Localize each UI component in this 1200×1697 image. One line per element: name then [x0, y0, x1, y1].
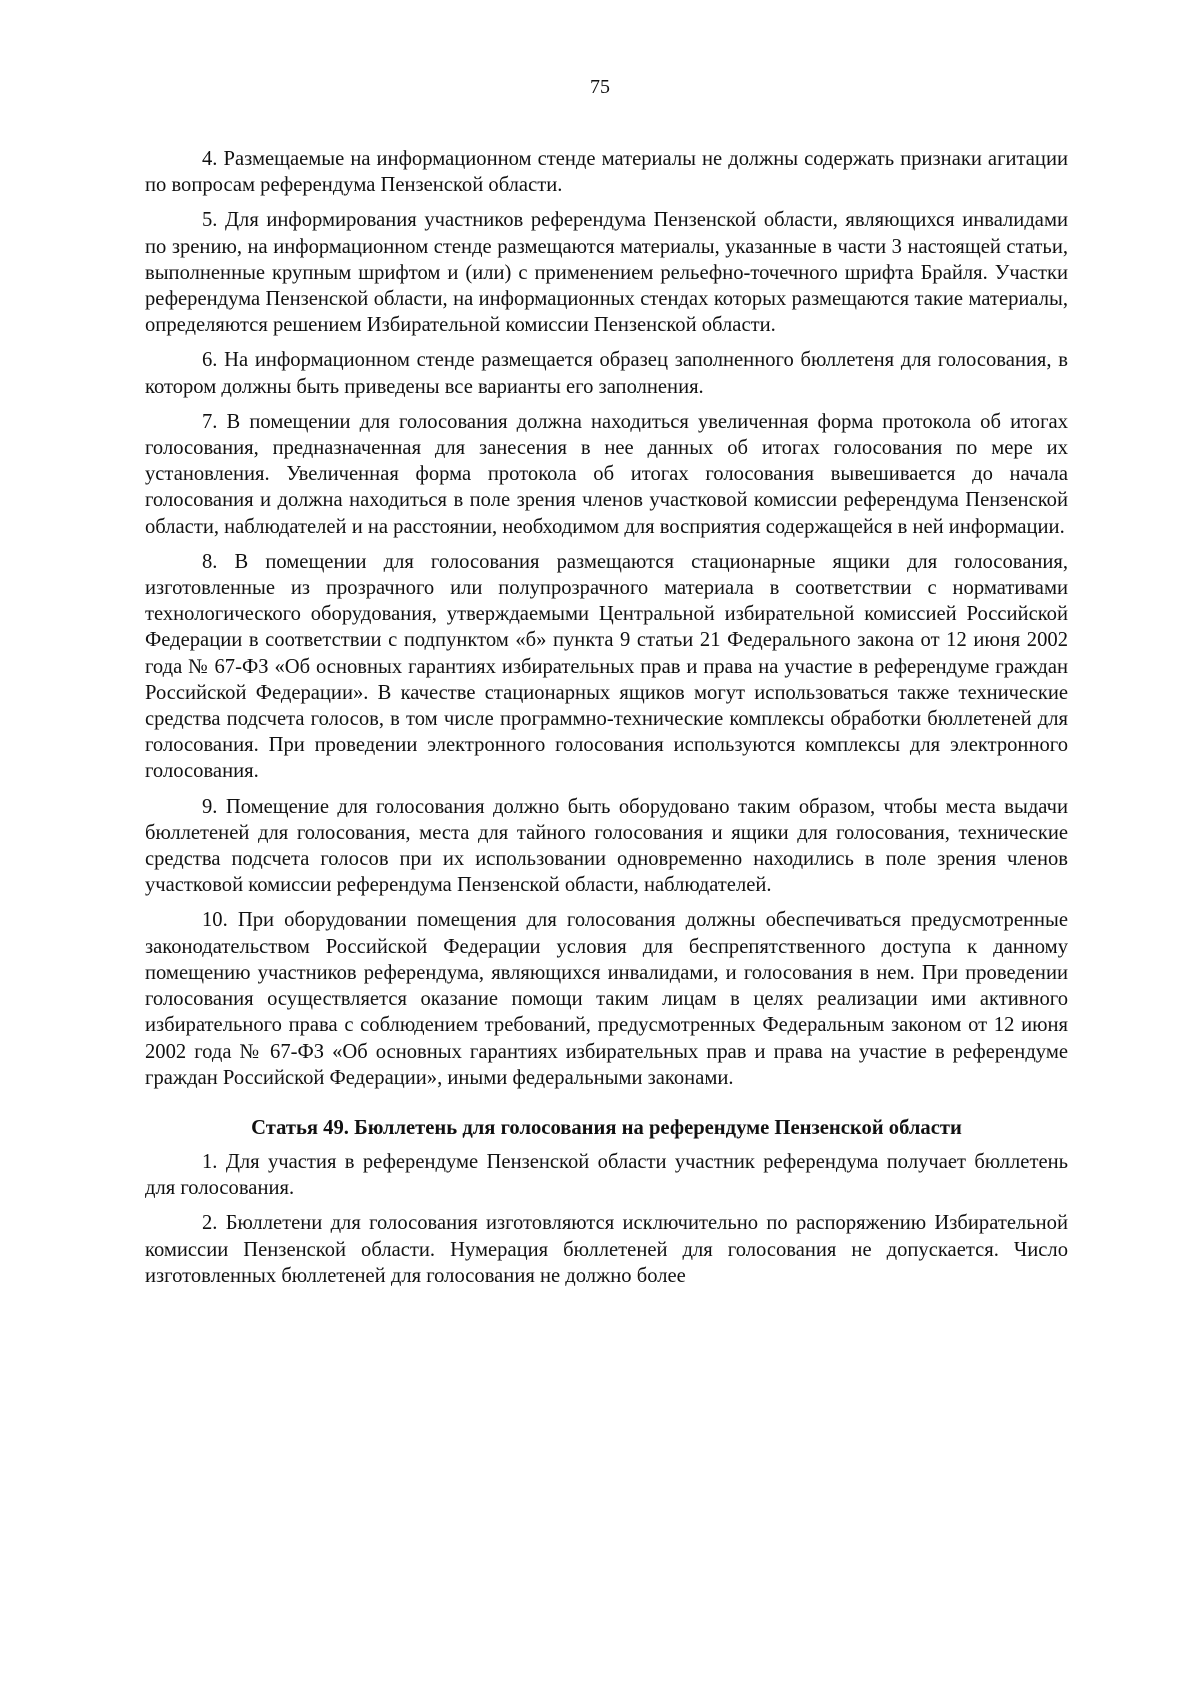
article-paragraph-1: 1. Для участия в референдуме Пензенской области участник референдума получает бюллетень для голосования.	[145, 1150, 1068, 1200]
paragraph-5: 5. Для информирования участников референдума Пензенской области, являющихся инвалидами по зрению, на информационном стенде размещаются материалы, указанные в части 3 настоящей статьи, выполненные крупным шрифтом и (или) с применением рельефно-точечного шрифта Брайля. Участки референдума Пензенской области, на информационных стендах которых размещаются такие материалы, определяются решением Избирательной комиссии Пензенской области.	[145, 209, 1068, 337]
page-number: 75	[590, 76, 610, 98]
article-paragraph-2: 2. Бюллетени для голосования изготовляются исключительно по распоряжению Избирательной комиссии Пензенской области. Нумерация бюллетеней для голосования не допускается. Число изготовленных бюллетеней для голосования не должно более	[145, 1212, 1068, 1287]
paragraph-7: 7. В помещении для голосования должна находиться увеличенная форма протокола об итогах голосования, предназначенная для занесения в нее данных об итогах голосования по мере их установления. Увеличенная форма протокола об итогах голосования вывешивается до начала голосования и должна находиться в поле зрения членов участковой комиссии референдума Пензенской области, наблюдателей и на расстоянии, необходимом для восприятия содержащейся в ней информации.	[145, 410, 1068, 538]
paragraph-4: 4. Размещаемые на информационном стенде материалы не должны содержать признаки агитации по вопросам референдума Пензенской области.	[145, 148, 1068, 197]
article-heading: Статья 49. Бюллетень для голосования на референдуме Пензенской области	[251, 1116, 962, 1139]
document-body	[145, 146, 1068, 1298]
paragraph-9: 9. Помещение для голосования должно быть оборудовано таким образом, чтобы места выдачи бюллетеней для голосования, места для тайного голосования и ящики для голосования, технические средства подсчета голосов при их использовании одновременно находились в поле зрения членов участковой комиссии референдума Пензенской области, наблюдателей.	[145, 795, 1068, 897]
paragraph-8: 8. В помещении для голосования размещаются стационарные ящики для голосования, изготовленные из прозрачного или полупрозрачного материала в соответствии с нормативами технологического оборудования, утверждаемыми Центральной избирательной комиссией Российской Федерации в соответствии с подпунктом «б» пункта 9 статьи 21 Федерального закона от 12 июня 2002 года № 67-ФЗ «Об основных гарантиях избирательных прав и права на участие в референдуме граждан Российской Федерации». В качестве стационарных ящиков могут использоваться также технические средства подсчета голосов, в том числе программно-технические комплексы обработки бюллетеней для голосования. При проведении электронного голосования используются комплексы для электронного голосования.	[145, 550, 1068, 783]
paragraph-6: 6. На информационном стенде размещается образец заполненного бюллетеня для голосования, в котором должны быть приведены все варианты его заполнения.	[145, 349, 1068, 398]
paragraph-10: 10. При оборудовании помещения для голосования должны обеспечиваться предусмотренные законодательством Российской Федерации условия для беспрепятственного доступа к данному помещению участников референдума, являющихся инвалидами, и голосования в нем. При проведении голосования осуществляется оказание помощи таким лицам в целях реализации ими активного избирательного права с соблюдением требований, предусмотренных Федеральным законом от 12 июня 2002 года № 67-ФЗ «Об основных гарантиях избирательных прав и права на участие в референдуме граждан Российской Федерации», иными федеральными законами.	[145, 909, 1068, 1089]
